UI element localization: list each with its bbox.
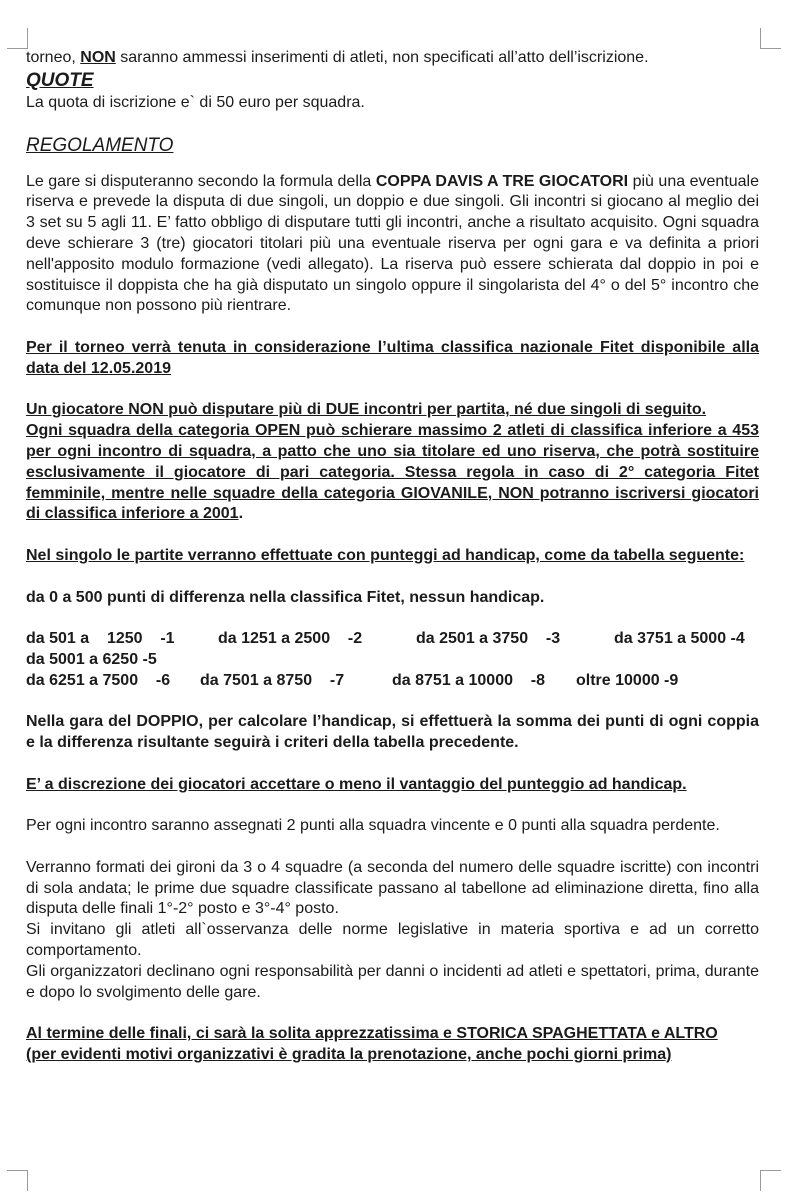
corner-mark-bottom-right bbox=[760, 1170, 781, 1191]
handicap-cell: da 6251 a 7500 -6 bbox=[26, 671, 171, 689]
quote-heading: QUOTE bbox=[26, 69, 94, 91]
intro-line: torneo, NON saranno ammessi inserimenti di atleti, non specificati all’atto dell’iscrizione. bbox=[26, 49, 649, 66]
corner-mark-bottom-left bbox=[7, 1170, 28, 1191]
doppio-paragraph: Nella gara del DOPPIO, per calcolare l’handicap, si effettuerà la somma dei punti di ogni coppia e la differenza risultante seguirà i criteri della tabella precedente. bbox=[26, 713, 759, 752]
handicap-row-1 bbox=[26, 629, 759, 650]
handicap-cell: da 1251 a 2500 -2 bbox=[218, 630, 363, 648]
regolamento-paragraph: Le gare si disputeranno secondo la formula della COPPA DAVIS A TRE GIOCATORI più una eventuale riserva e prevede la disputa di due singoli, un doppio e due singoli. Gli incontri si giocano al meglio dei 3 set su 5 agli 11. E’ fatto obbligo di disputare tutti gli incontri, anche a risultato acquisito. Ogni squadra deve schierare 3 (tre) giocatori titolari più una eventuale riserva per ogni gara e va definita a priori nell'apposito modulo formazione (vedi allegato). La riserva può essere schierata dal doppio in poi e sostituisce il doppista che ha già disputato un singolo oppure il singolarista del 4° o del 5° incontro che comunque non possono più rientrare. bbox=[26, 172, 759, 315]
handicap-row-2 bbox=[26, 650, 759, 671]
handicap-cell: da 7501 a 8750 -7 bbox=[200, 671, 345, 689]
giocatore-rule: Un giocatore NON può disputare più di DUE incontri per partita, né due singoli di seguito. bbox=[26, 401, 707, 419]
responsabilita-paragraph: Gli organizzatori declinano ogni responsabilità per danni o incidenti ad atleti e spettatori, prima, durante e dopo lo svolgimento delle gare. bbox=[26, 962, 759, 1001]
punti-paragraph: Per ogni incontro saranno assegnati 2 punti alla squadra vincente e 0 punti alla squadra perdente. bbox=[26, 817, 720, 835]
singolo-paragraph: Nel singolo le partite verranno effettuate con punteggi ad handicap, come da tabella seguente: bbox=[26, 546, 745, 564]
intro-non: NON bbox=[80, 49, 116, 66]
handicap-cell: da 501 a 1250 -1 bbox=[26, 630, 175, 648]
gironi-paragraph: Verranno formati dei gironi da 3 o 4 squadre (a seconda del numero delle squadre iscritte) con incontri di sola andata; le prime due squadre classificate passano al tabellone ad eliminazione diretta, fino alla disputa delle finali 1°-2° posto e 3°-4° posto. bbox=[26, 858, 759, 918]
discrezione-line: E’ a discrezione dei giocatori accettare o meno il vantaggio del punteggio ad handicap. bbox=[26, 775, 687, 793]
handicap-cell: da 8751 a 10000 -8 bbox=[392, 671, 545, 689]
regolamento-heading: REGOLAMENTO bbox=[26, 134, 174, 156]
finale-line-1: Al termine delle finali, ci sarà la solita apprezzatissima e STORICA SPAGHETTATA e ALTRO bbox=[26, 1025, 718, 1043]
finale-line-2: (per evidenti motivi organizzativi è gradita la prenotazione, anche pochi giorni prima) bbox=[26, 1046, 672, 1064]
classifica-paragraph: Per il torneo verrà tenuta in considerazione l’ultima classifica nazionale Fitet disponibile alla data del 12.05.2019 bbox=[26, 338, 759, 377]
no-handicap-line: da 0 a 500 punti di differenza nella classifica Fitet, nessun handicap. bbox=[26, 588, 545, 606]
handicap-cell: da 2501 a 3750 -3 bbox=[416, 630, 561, 648]
corner-mark-top-left bbox=[7, 28, 28, 49]
handicap-cell: da 5001 a 6250 -5 bbox=[26, 650, 157, 668]
document-page bbox=[26, 48, 759, 1066]
handicap-table bbox=[26, 629, 759, 691]
corner-mark-top-right bbox=[760, 28, 781, 49]
quote-text: La quota di iscrizione e` di 50 euro per squadra. bbox=[26, 93, 365, 111]
norme-paragraph: Si invitano gli atleti all`osservanza delle norme legislative in materia sportiva e ad un corretto comportamento. bbox=[26, 921, 759, 960]
handicap-row-3 bbox=[26, 671, 759, 692]
handicap-cell: oltre 10000 -9 bbox=[576, 671, 679, 689]
open-rule: Ogni squadra della categoria OPEN può schierare massimo 2 atleti di classifica inferiore a 453 per ogni incontro di squadra, a patto che uno sia titolare ed uno riserva, che potrà sostituire esclusivamente il giocatore di pari categoria. Stessa regola in caso di 2° categoria Fitet femminile, mentre nelle squadre della categoria GIOVANILE, NON potranno iscriversi giocatori di classifica inferiore a 2001. bbox=[26, 422, 759, 523]
handicap-cell: da 3751 a 5000 -4 bbox=[614, 630, 745, 648]
